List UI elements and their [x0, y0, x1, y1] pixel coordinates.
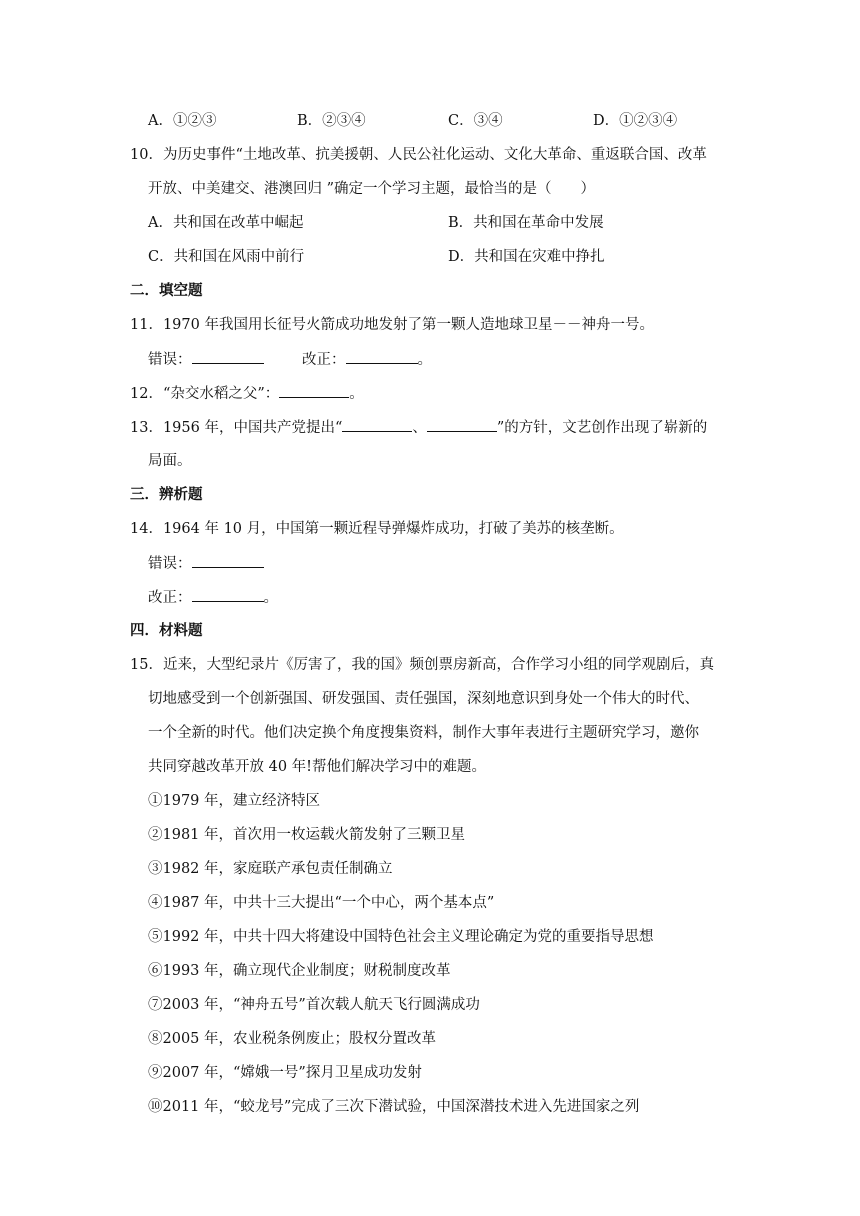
q15-list-item: ⑥1993 年，确立现代企业制度；财税制度改革: [148, 963, 451, 979]
q13-blank-1[interactable]: [342, 417, 412, 432]
q13-row: [130, 417, 707, 438]
q15-list-item: ④1987 年，中共十三大提出“一个中心，两个基本点”: [148, 895, 495, 911]
q10-stem-line1: 10．为历史事件“土地改革、抗美援朝、人民公社化运动、文化大革命、重返联合国、改革: [130, 147, 707, 163]
q10-option-b: B．共和国在革命中发展: [448, 215, 604, 231]
q14-correct-label: 改正：: [148, 590, 192, 606]
q10-option-a: A．共和国在改革中崛起: [148, 215, 304, 231]
q13-blank-2[interactable]: [427, 417, 497, 432]
q15-list-item: ⑧2005 年，农业税条例废止；股权分置改革: [148, 1031, 437, 1047]
q10-option-d: D．共和国在灾难中挣扎: [448, 249, 605, 265]
q14-correct-blank[interactable]: [192, 587, 264, 602]
q9-option-a: A．①②③: [148, 113, 217, 129]
q9-option-b: B．②③④: [297, 113, 366, 129]
q11-error-label: 错误：: [148, 352, 192, 368]
q9-option-d: D．①②③④: [593, 113, 678, 129]
q14-correct-end: 。: [263, 590, 278, 606]
q11-correct-end: 。: [417, 352, 432, 368]
q12-row: [130, 383, 364, 404]
q15-para-line: 一个全新的时代。他们决定换个角度搜集资料，制作大事年表进行主题研究学习，邀你: [148, 725, 699, 741]
q11-correct-blank[interactable]: [346, 349, 418, 364]
q15-list-item: ⑦2003 年，“神舟五号”首次载人航天飞行圆满成功: [148, 997, 480, 1013]
q15-list-item: ②1981 年，首次用一枚运载火箭发射了三颗卫星: [148, 827, 466, 843]
q10-stem-line2: 开放、中美建交、港澳回归 ”确定一个学习主题，最恰当的是（ ）: [148, 181, 596, 197]
q14-correct-row: [148, 587, 278, 608]
q15-para-line: 共同穿越改革开放 40 年!帮他们解决学习中的难题。: [148, 759, 486, 775]
q13-start: 13．1956 年，中国共产党提出“: [130, 420, 343, 436]
section-fill-blank-heading: 二．填空题: [130, 282, 203, 299]
q11-error-row: [148, 349, 264, 370]
q13-end: ”的方针，文艺创作出现了崭新的: [496, 420, 708, 436]
q13-sep: 、: [412, 420, 427, 436]
q10-option-c: C．共和国在风雨中前行: [148, 249, 305, 265]
q14-stem: 14．1964 年 10 月，中国第一颗近程导弹爆炸成功，打破了美苏的核垄断。: [130, 521, 624, 537]
q15-para-line: 切地感受到一个创新强国、研发强国、责任强国，深刻地意识到身处一个伟大的时代、: [148, 691, 699, 707]
q15-list-item: ③1982 年，家庭联产承包责任制确立: [148, 861, 393, 877]
q15-list-item: ⑤1992 年，中共十四大将建设中国特色社会主义理论确定为党的重要指导思想: [148, 929, 654, 945]
section-material-heading: 四．材料题: [130, 622, 203, 639]
q15-list-item: ①1979 年，建立经济特区: [148, 793, 321, 809]
q11-error-blank[interactable]: [192, 349, 264, 364]
q9-option-c: C．③④: [448, 113, 503, 129]
q14-error-blank[interactable]: [192, 553, 264, 568]
q14-error-row: [148, 553, 264, 574]
q12-stem: 12．“杂交水稻之父”：: [130, 386, 280, 402]
q13-line2: 局面。: [148, 453, 192, 469]
section-analysis-heading: 三．辨析题: [130, 486, 203, 503]
q12-blank[interactable]: [279, 383, 349, 398]
q11-correct-row: [302, 349, 432, 370]
q14-error-label: 错误：: [148, 556, 192, 572]
q12-end: 。: [349, 386, 364, 402]
q11-stem: 11．1970 年我国用长征号火箭成功地发射了第一颗人造地球卫星－－神舟一号。: [130, 317, 654, 333]
q15-para-line: 15．近来，大型纪录片《厉害了，我的国》频创票房新高，合作学习小组的同学观剧后，真: [130, 657, 714, 673]
q11-correct-label: 改正：: [302, 352, 346, 368]
q15-list-item: ⑩2011 年，“蛟龙号”完成了三次下潜试验，中国深潜技术进入先进国家之列: [148, 1099, 640, 1115]
q15-list-item: ⑨2007 年，“嫦娥一号”探月卫星成功发射: [148, 1065, 422, 1081]
